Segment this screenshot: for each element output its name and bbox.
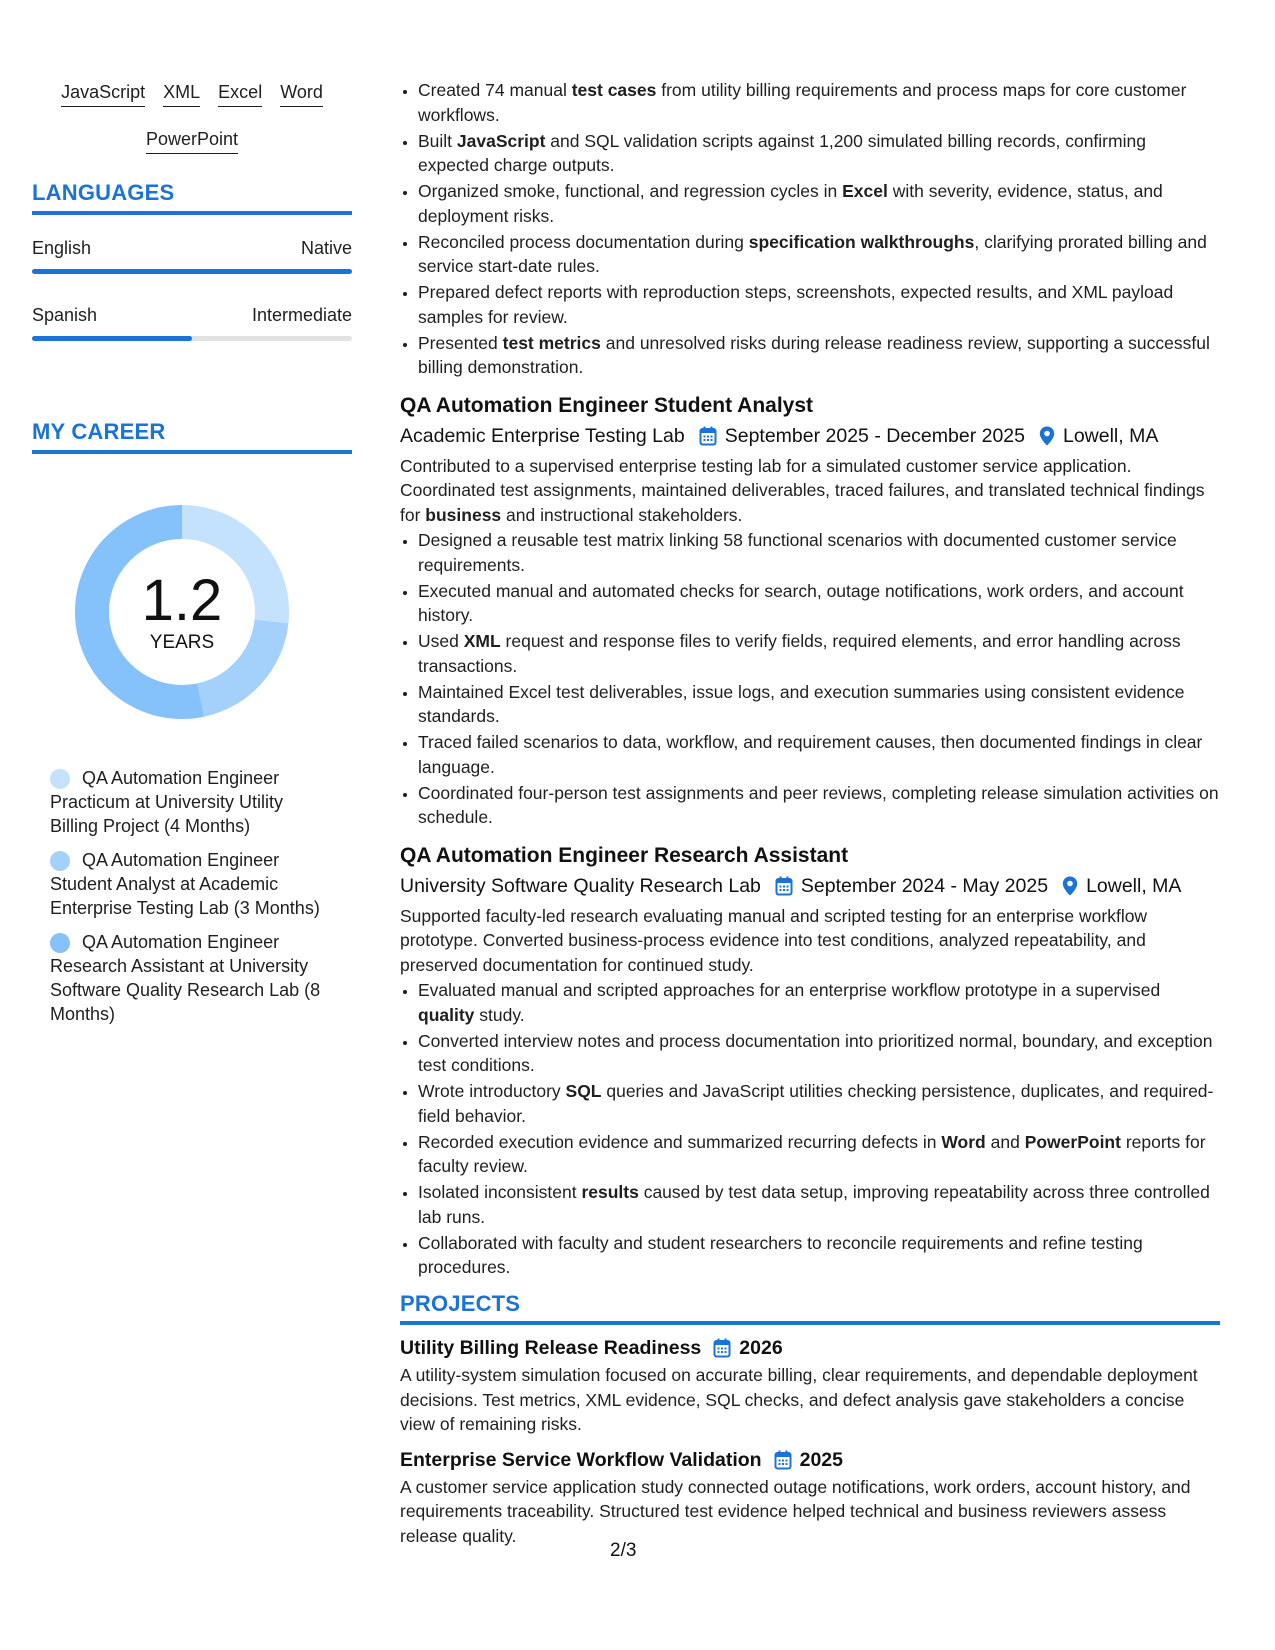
legend-label: QA Automation Engineer Research Assistant at University Software Quality Research Lab (8 Months) <box>50 932 321 1024</box>
skill-tag: JavaScript <box>61 82 145 107</box>
legend-dot <box>50 933 70 953</box>
career-donut-chart <box>66 496 298 728</box>
project-title-row <box>400 1447 1220 1473</box>
bullet-item: • Designed a reusable test matrix linking 58 functional scenarios with documented customer service requirements. <box>418 528 1220 577</box>
language-item <box>32 237 352 274</box>
job-organization: Academic Enterprise Testing Lab <box>400 424 685 447</box>
job-entry <box>400 392 1220 830</box>
job-title: QA Automation Engineer Research Assistant <box>400 843 849 867</box>
project-title: Utility Billing Release Readiness <box>400 1337 702 1359</box>
location-pin-icon <box>1062 876 1078 896</box>
project-year: 2025 <box>799 1448 843 1471</box>
career-total-unit: YEARS <box>149 632 215 653</box>
job-location: Lowell, MA <box>1062 424 1159 447</box>
legend-label: QA Automation Engineer Student Analyst at Academic Enterprise Testing Lab (3 Months) <box>50 850 320 918</box>
career-total-value: 1.2 <box>141 568 223 633</box>
bullet-item: • Wrote introductory SQL queries and JavaScript utilities checking persistence, duplicates, and required-field behavior. <box>418 1079 1220 1128</box>
job-description: Contributed to a supervised enterprise testing lab for a simulated customer service application. Coordinated test assignments, maintained deliverables, traced failures, and translated technical findings for business and instructional stakeholders. <box>400 455 1205 525</box>
job-bullet-list <box>400 978 1220 1280</box>
job-bullet-list <box>400 528 1220 830</box>
skill-tag: Excel <box>218 82 262 107</box>
project-entry <box>400 1447 1220 1549</box>
career-legend-item <box>50 930 326 1026</box>
career-legend <box>50 766 326 1026</box>
calendar-icon <box>699 426 717 446</box>
language-level: Native <box>300 238 352 258</box>
skills-row <box>32 82 352 107</box>
bold-keyword: test cases <box>571 80 657 100</box>
sidebar <box>32 82 352 1036</box>
calendar-icon <box>713 1338 731 1358</box>
languages-heading: LANGUAGES <box>32 180 352 215</box>
legend-dot <box>50 851 70 871</box>
job-entry <box>400 842 1220 1280</box>
job-description: Supported faculty-led research evaluating manual and scripted testing for an enterprise workflow prototype. Converted business-process evidence into test conditions, analyzed repeatability, and preserved documentation for continued study. <box>400 905 1148 975</box>
bold-keyword: test metrics <box>502 332 601 353</box>
bold-keyword: quality <box>418 1004 475 1025</box>
project-entry <box>400 1335 1220 1437</box>
bold-keyword: business <box>425 504 502 525</box>
project-description: A utility-system simulation focused on accurate billing, clear requirements, and dependable deployment decisions. Test metrics, XML evidence, SQL checks, and defect analysis gave stakeholders a concise view of remaining risks. <box>400 1365 1198 1434</box>
language-bar-fill <box>32 269 352 274</box>
calendar-icon <box>775 876 793 896</box>
bold-keyword: specification walkthroughs <box>748 231 975 252</box>
language-item <box>32 304 352 341</box>
skill-tag: Word <box>280 82 323 107</box>
career-legend-item <box>50 766 326 838</box>
bullet-item: • Built JavaScript and SQL validation scripts against 1,200 simulated billing records, confirming expected charge outputs. <box>418 129 1220 178</box>
language-name: English <box>32 238 92 258</box>
bullet-item: • Prepared defect reports with reproduction steps, screenshots, expected results, and XML payload samples for review. <box>418 280 1220 329</box>
bullet-item: • Traced failed scenarios to data, workflow, and requirement causes, then documented findings in clear language. <box>418 730 1220 779</box>
bold-keyword: XML <box>463 631 501 651</box>
legend-dot <box>50 769 70 789</box>
skill-tag: XML <box>163 82 200 107</box>
language-level: Intermediate <box>251 305 352 325</box>
skills-list <box>32 82 352 154</box>
legend-label: QA Automation Engineer Practicum at University Utility Billing Project (4 Months) <box>50 768 284 836</box>
bullet-item: • Presented test metrics and unresolved risks during release readiness review, supporting a successful billing demonstration. <box>418 331 1220 380</box>
bullet-item: • Coordinated four-person test assignments and peer reviews, completing release simulation activities on schedule. <box>418 781 1220 830</box>
project-title: Enterprise Service Workflow Validation <box>400 1448 762 1471</box>
bullet-item: • Collaborated with faculty and student researchers to reconcile requirements and refine testing procedures. <box>418 1231 1220 1280</box>
donut-center <box>66 496 298 728</box>
project-description: A customer service application study connected outage notifications, work orders, account history, and requirements traceability. Structured test evidence helped technical and business reviewers assess release quality. <box>400 1476 1191 1546</box>
bold-keyword: JavaScript <box>456 130 546 151</box>
job-organization: University Software Quality Research Lab <box>400 874 761 897</box>
bullet-item: • Organized smoke, functional, and regression cycles in Excel with severity, evidence, status, and deployment risks. <box>418 179 1220 228</box>
skills-row <box>32 129 352 154</box>
bullet-item: • Isolated inconsistent results caused by test data setup, improving repeatability across three controlled lab runs. <box>418 1180 1220 1229</box>
language-bar-fill <box>32 336 192 341</box>
language-bar <box>32 336 352 341</box>
bullet-item: • Converted interview notes and process documentation into prioritized normal, boundary, and exception test conditions. <box>418 1029 1220 1078</box>
career-heading: MY CAREER <box>32 419 352 454</box>
job-dates: September 2024 - May 2025 <box>800 874 1049 897</box>
bold-keyword: SQL <box>565 1081 602 1101</box>
bullet-item: • Executed manual and automated checks for search, outage notifications, work orders, and account history. <box>418 579 1220 628</box>
project-year: 2026 <box>739 1337 783 1359</box>
projects-heading: PROJECTS <box>400 1292 1220 1326</box>
bullet-item: • Evaluated manual and scripted approaches for an enterprise workflow prototype in a supervised quality study. <box>418 978 1220 1027</box>
bold-keyword: results <box>581 1182 639 1202</box>
bullet-item: • Created 74 manual test cases from utility billing requirements and process maps for core customer workflows. <box>418 78 1220 127</box>
calendar-icon <box>774 1450 792 1470</box>
main-content <box>400 78 1220 1548</box>
project-title-row <box>400 1335 1220 1361</box>
intro-bullet-list <box>400 78 1220 380</box>
bullet-item: • Maintained Excel test deliverables, issue logs, and execution summaries using consistent evidence standards. <box>418 680 1220 729</box>
location-pin-icon <box>1039 426 1055 446</box>
job-title: QA Automation Engineer Student Analyst <box>400 393 814 417</box>
job-location: Lowell, MA <box>1086 874 1182 897</box>
bullet-item: • Used XML request and response files to verify fields, required elements, and error handling across transactions. <box>418 629 1220 678</box>
bold-keyword: Excel <box>842 181 888 201</box>
bullet-item: • Recorded execution evidence and summarized recurring defects in Word and PowerPoint reports for faculty review. <box>418 1130 1220 1179</box>
language-name: Spanish <box>32 305 98 325</box>
page-number: 2/3 <box>610 1540 637 1561</box>
job-dates: September 2025 - December 2025 <box>724 424 1025 447</box>
bullet-item: • Reconciled process documentation during specification walkthroughs, clarifying prorated billing and service start-date rules. <box>418 230 1220 279</box>
job-meta <box>400 872 1220 900</box>
bold-keyword: PowerPoint <box>1024 1131 1121 1152</box>
bold-keyword: Word <box>941 1131 986 1152</box>
language-bar <box>32 269 352 274</box>
job-meta <box>400 422 1220 450</box>
skill-tag: PowerPoint <box>146 129 238 154</box>
career-legend-item <box>50 848 326 920</box>
